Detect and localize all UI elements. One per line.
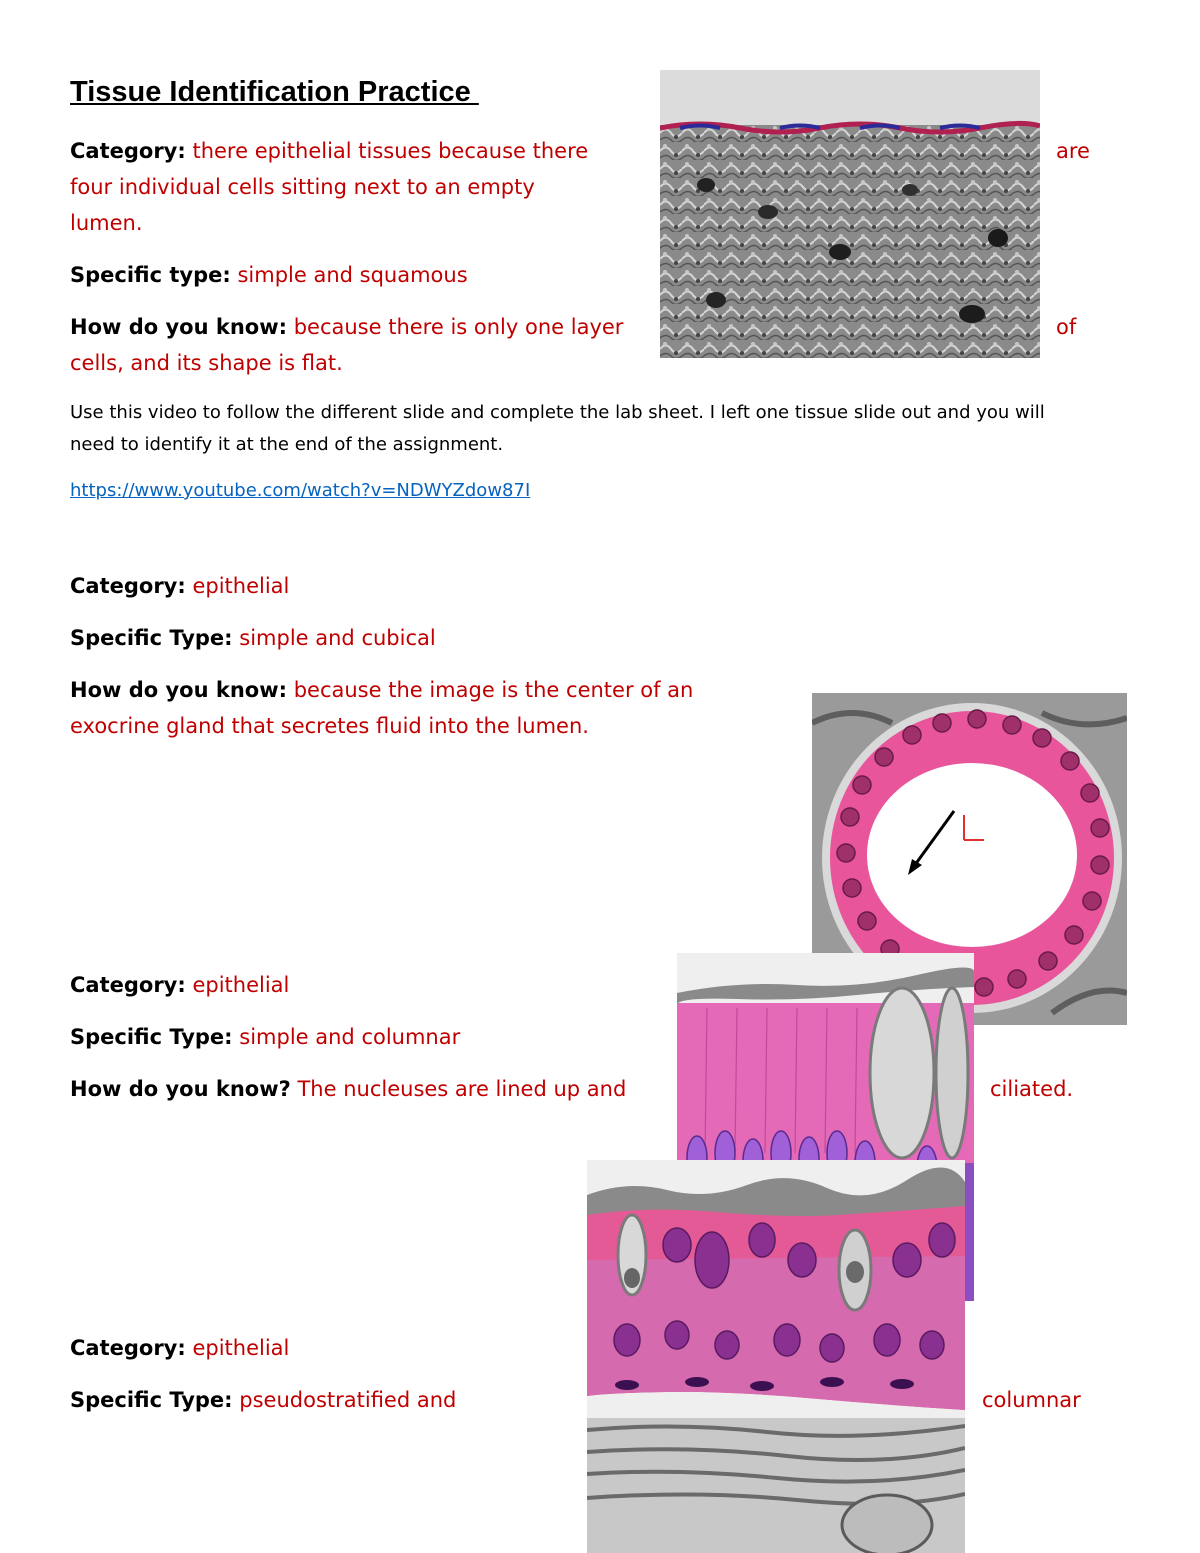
s1-know-right: of (1056, 315, 1077, 339)
s4-type-right: columnar (982, 1388, 1081, 1412)
s1-know-line (70, 309, 623, 345)
s3-category-line (70, 967, 289, 1003)
s4-category-value: epithelial (192, 1336, 290, 1360)
squamous-tissue-image (660, 70, 1040, 358)
s3-know-line (70, 1071, 626, 1107)
s4-category-label: Category: (70, 1336, 186, 1360)
s2-category-line (70, 568, 289, 604)
s3-type-value: simple and columnar (239, 1025, 461, 1049)
s4-type-line (70, 1382, 456, 1418)
s2-know-value: because the image is the center of an (293, 678, 694, 702)
s1-know-value: because there is only one layer (293, 315, 624, 339)
instructions-line2: need to identify it at the end of the assignment. (70, 434, 504, 455)
page-title: Tissue Identification Practice (70, 76, 479, 108)
s4-type-value: pseudostratified and (239, 1388, 457, 1412)
s1-category-right: are (1056, 139, 1090, 163)
s3-know-label: How do you know? (70, 1077, 291, 1101)
s1-category-line (70, 133, 588, 169)
s2-category-label: Category: (70, 574, 186, 598)
s1-category-label: Category: (70, 139, 186, 163)
s3-know-value: The nucleuses are lined up and (297, 1077, 627, 1101)
video-link[interactable]: https://www.youtube.com/watch?v=NDWYZdow87I (70, 480, 531, 501)
s1-type-line (70, 257, 468, 293)
instructions-line1: Use this video to follow the different slide and complete the lab sheet. I left one tissue slide out and you will (70, 402, 1045, 423)
pseudostratified-tissue-image (587, 1160, 965, 1553)
s1-type-value: simple and squamous (237, 263, 468, 287)
s1-category-value: there epithelial tissues because there (192, 139, 589, 163)
s3-type-line (70, 1019, 460, 1055)
s1-know-line2: cells, and its shape is flat. (70, 351, 343, 375)
s1-category-line3: lumen. (70, 211, 143, 235)
s2-category-value: epithelial (192, 574, 290, 598)
s4-category-line (70, 1330, 289, 1366)
s2-know-line2: exocrine gland that secretes fluid into the lumen. (70, 714, 589, 738)
s2-type-label: Specific Type: (70, 626, 233, 650)
s2-know-label: How do you know: (70, 678, 288, 702)
s3-category-value: epithelial (192, 973, 290, 997)
s4-type-label: Specific Type: (70, 1388, 233, 1412)
s2-type-value: simple and cubical (239, 626, 436, 650)
s3-know-right: ciliated. (990, 1077, 1074, 1101)
s3-type-label: Specific Type: (70, 1025, 233, 1049)
s3-category-label: Category: (70, 973, 186, 997)
s1-know-label: How do you know: (70, 315, 288, 339)
s1-type-label: Specific type: (70, 263, 231, 287)
s2-type-line (70, 620, 436, 656)
s1-category-line2: four individual cells sitting next to an empty (70, 175, 535, 199)
s2-know-line (70, 672, 693, 708)
